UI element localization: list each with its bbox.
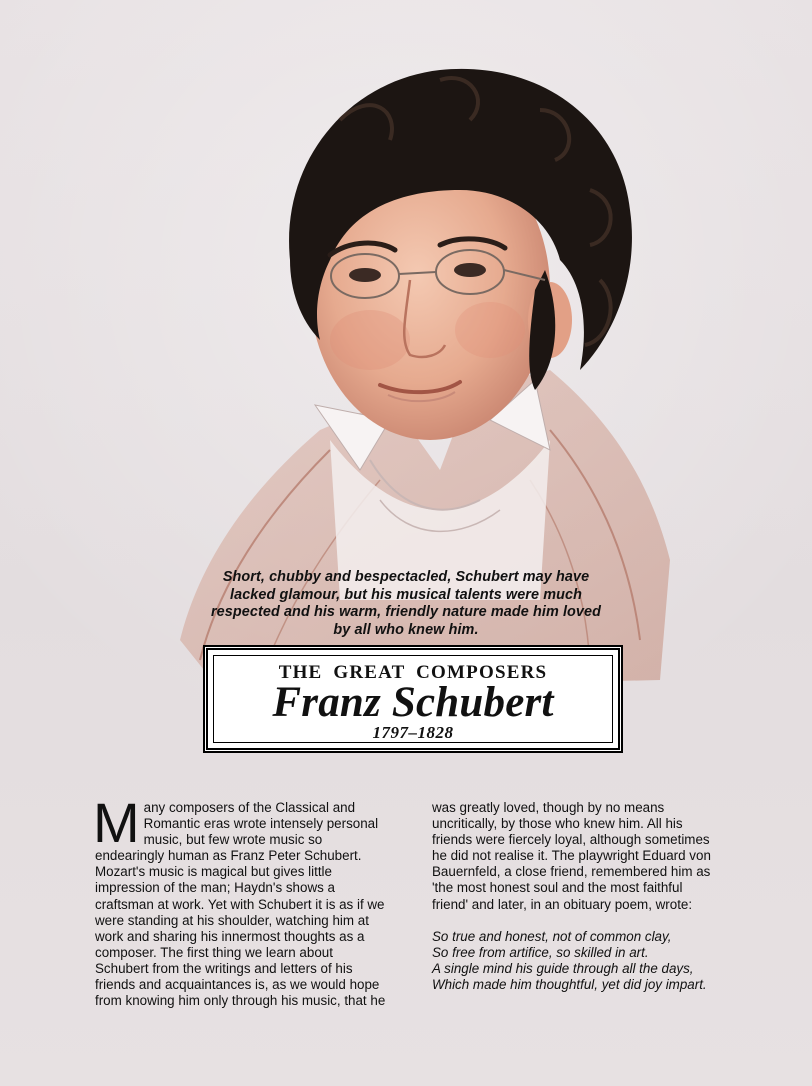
article-line: friends and acquaintances is, as we would hope — [95, 977, 380, 993]
drop-cap: M — [93, 791, 140, 854]
poem-line: A single mind his guide through all the days, — [432, 960, 694, 976]
caption-line: by all who knew him. — [333, 621, 479, 638]
title-box — [206, 648, 620, 750]
composer-name: Franz Schubert — [272, 679, 554, 726]
composer-dates: 1797–1828 — [372, 723, 454, 742]
article-column-left — [93, 791, 415, 1009]
article-line: he did not realise it. The playwright Eduard von — [432, 848, 711, 864]
article-line: any composers of the Classical and — [143, 800, 356, 815]
article-line: work and sharing his innermost thoughts as a — [95, 928, 365, 944]
article-line: Bauernfeld, a close friend, remembered him as — [432, 864, 711, 880]
poem-line: Which made him thoughtful, yet did joy impart. — [432, 976, 707, 992]
article-line: music, but few wrote music so — [143, 832, 323, 848]
article-line: were standing at his shoulder, watching him at — [95, 912, 369, 928]
obituary-poem — [432, 929, 737, 993]
poem-line: So true and honest, not of common clay, — [432, 928, 672, 944]
caption-line: lacked glamour, but his musical talents were much — [230, 586, 582, 603]
article-line: Mozart's music is magical but gives little — [95, 864, 332, 880]
caption-line: respected and his warm, friendly nature made him loved — [210, 604, 602, 620]
caption-line: Short, chubby and bespectacled, Schubert may have — [222, 569, 590, 585]
series-title: THE GREAT COMPOSERS — [278, 662, 548, 683]
article-line: from knowing him only through his music, that he — [95, 993, 386, 1009]
article-line: was greatly loved, though by no means — [432, 800, 665, 815]
article-line: 'the most honest soul and the most faithful — [432, 880, 683, 896]
article-line: composer. The first thing we learn about — [95, 944, 333, 960]
poem-line: So free from artifice, so skilled in art. — [432, 944, 649, 960]
article-line: uncritically, by those who knew him. All his — [432, 816, 683, 832]
portrait-caption — [194, 569, 618, 639]
article-line: Romantic eras wrote intensely personal — [143, 816, 379, 832]
article-line: endearingly human as Franz Peter Schubert. — [95, 848, 362, 864]
article-line: impression of the man; Haydn's shows a — [95, 880, 335, 896]
article-line: friend' and later, in an obituary poem, wrote: — [432, 896, 693, 912]
article-line: craftsman at work. Yet with Schubert it is as if we — [95, 896, 385, 912]
article-line: Schubert from the writings and letters of his — [95, 960, 353, 976]
article-column-right — [432, 800, 737, 993]
article-line: friends were fiercely loyal, although sometimes — [432, 832, 710, 848]
